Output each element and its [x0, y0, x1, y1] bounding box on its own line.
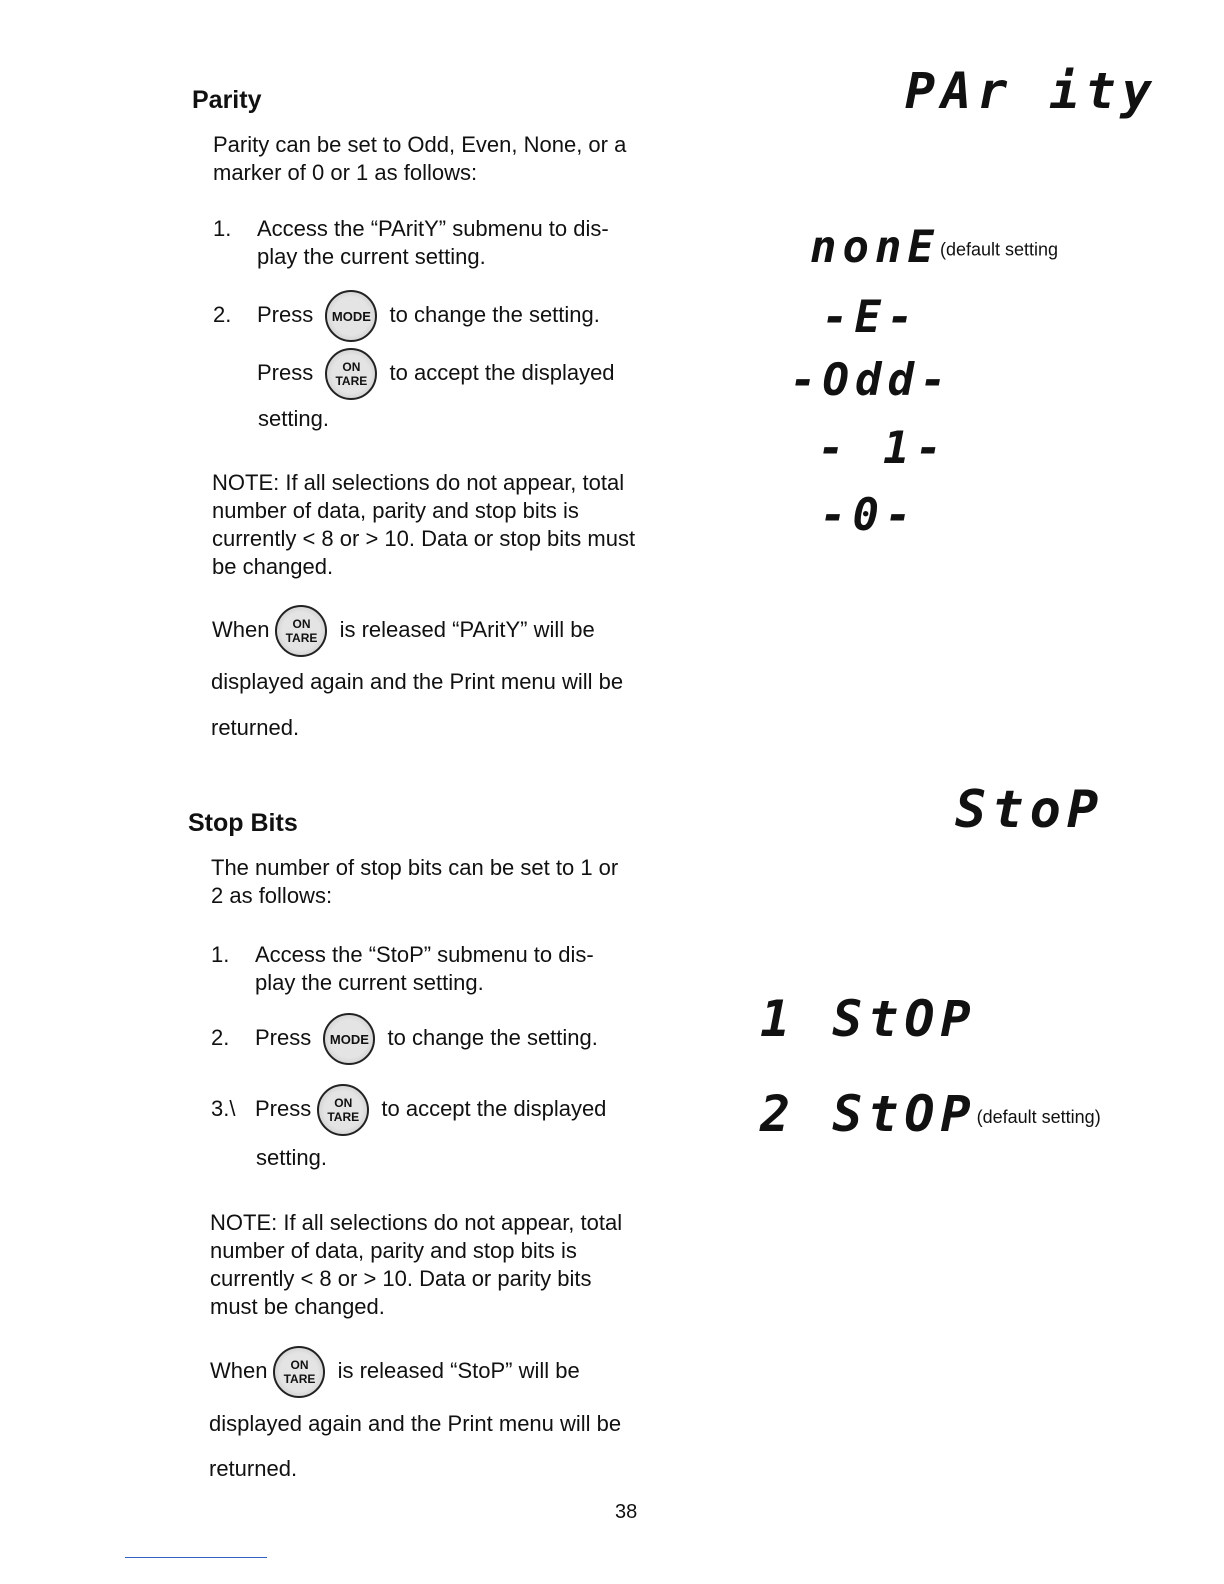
- stop-when: When ON TARE is released “StoP” will be: [210, 1346, 580, 1398]
- stop-step-1: 1. Access the “StoP” submenu to dis- play the current setting.: [211, 942, 594, 995]
- stop-step-3-setting: setting.: [256, 1145, 327, 1170]
- on-tare-button-icon: ON TARE: [275, 605, 327, 657]
- parity-option-none: nonE(default setting: [810, 222, 1059, 273]
- stop-note: NOTE: If all selections do not appear, total number of data, parity and stop bits is currently < 8 or > 10. Data or parity bits must be changed.: [210, 1210, 623, 1319]
- stop-display-title: StoP: [955, 780, 1105, 840]
- parity-intro: Parity can be set to Odd, Even, None, or a marker of 0 or 1 as follows:: [213, 132, 627, 185]
- mode-button-icon: MODE: [323, 1013, 375, 1065]
- mode-button-icon: MODE: [325, 290, 377, 342]
- stop-step-2: 2. Press MODE to change the setting.: [211, 1013, 598, 1065]
- stop-bits-heading: Stop Bits: [188, 809, 298, 837]
- parity-display-title: PAr ity: [905, 62, 1158, 120]
- parity-when-line2: displayed again and the Print menu will be: [211, 669, 624, 694]
- parity-note: NOTE: If all selections do not appear, total number of data, parity and stop bits is currently < 8 or > 10. Data or stop bits must be changed.: [212, 470, 636, 579]
- parity-heading: Parity: [192, 86, 262, 114]
- parity-step-2-accept: Press ON TARE to accept the displayed: [257, 348, 615, 400]
- parity-step-2: 2. Press MODE to change the setting.: [213, 290, 600, 342]
- parity-option-marker-1: - 1-: [818, 423, 948, 474]
- parity-when: When ON TARE is released “PAritY” will be: [212, 605, 595, 657]
- stop-step-3: 3.\ Press ON TARE to accept the displayed: [211, 1084, 606, 1136]
- parity-option-marker-0: -0-: [820, 490, 918, 541]
- on-tare-button-icon: ON TARE: [273, 1346, 325, 1398]
- page-number: 38: [615, 1501, 638, 1523]
- stop-option-2: 2 StOP(default setting): [760, 1085, 1101, 1143]
- stop-option-1: 1 StOP: [760, 990, 977, 1048]
- footer-divider: [125, 1557, 267, 1558]
- stop-when-line3: returned.: [209, 1456, 298, 1481]
- parity-option-even: -E-: [822, 292, 920, 343]
- parity-step-2-setting: setting.: [258, 406, 329, 431]
- parity-when-line3: returned.: [211, 715, 300, 740]
- parity-option-odd: -Odd-: [790, 355, 953, 406]
- stop-bits-intro: The number of stop bits can be set to 1 or 2 as follows:: [211, 855, 619, 908]
- on-tare-button-icon: ON TARE: [325, 348, 377, 400]
- stop-when-line2: displayed again and the Print menu will be: [209, 1411, 622, 1436]
- on-tare-button-icon: ON TARE: [317, 1084, 369, 1136]
- parity-step-1: 1. Access the “PAritY” submenu to dis- play the current setting.: [213, 216, 609, 269]
